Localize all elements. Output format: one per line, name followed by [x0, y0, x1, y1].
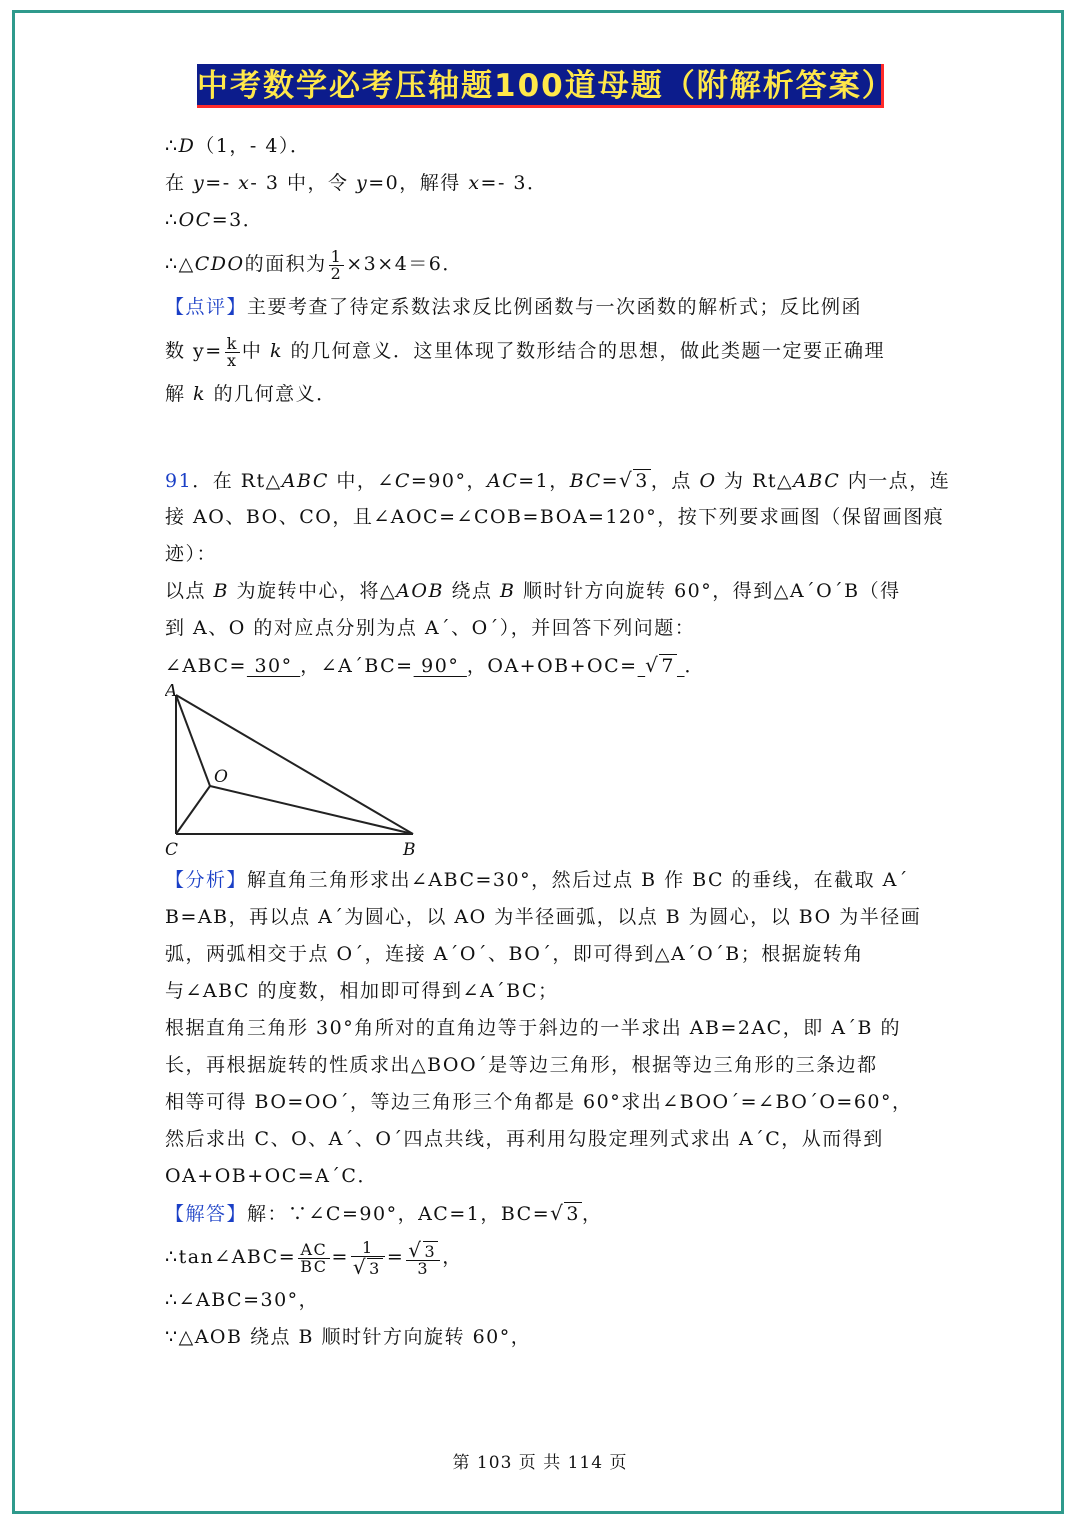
label-c: C	[165, 840, 180, 860]
fraction-numerator	[406, 1237, 440, 1262]
radicand: 3	[635, 470, 649, 492]
square-root	[352, 1254, 383, 1279]
text-span: ，	[442, 1246, 463, 1268]
text-span: 中，∠	[328, 470, 395, 492]
square-root	[619, 462, 651, 500]
text-span: ∠ABC=	[165, 655, 247, 677]
math-var: y	[193, 172, 206, 194]
text-span: （1，- 4）．	[195, 135, 311, 157]
math-var: k	[269, 340, 283, 362]
math-var: BC	[569, 470, 602, 492]
segment-ob	[210, 786, 413, 834]
answer-blank: 90°	[413, 655, 467, 677]
page-title: 中考数学必考压轴题100道母题（附解析答案）	[197, 64, 884, 108]
text-span: ∴tan∠ABC=	[165, 1246, 297, 1268]
math-var: x	[238, 172, 251, 194]
fraction-numerator: AC	[298, 1242, 329, 1259]
text-span: =	[331, 1246, 349, 1268]
problem-number: 91	[165, 470, 193, 492]
text-span: =90°，	[410, 470, 487, 492]
text-span: ，∠A´BC=	[300, 655, 414, 677]
text-span: 内一点，连	[840, 470, 951, 492]
text-span: ∴	[165, 135, 179, 157]
math-var: x	[468, 172, 481, 194]
analysis-line: 与∠ABC 的度数，相加即可得到∠A´BC；	[165, 980, 559, 1002]
fraction	[298, 1239, 329, 1276]
text-span: =1，	[518, 470, 570, 492]
radical-sign: √	[352, 1254, 368, 1279]
fraction	[351, 1237, 385, 1279]
radical-sign: √	[619, 468, 634, 492]
text-span: 的面积为	[244, 253, 327, 275]
radicand: 3	[566, 1203, 580, 1225]
fraction-denominator	[351, 1254, 385, 1279]
text-span: 顺时针方向旋转 60°，得到△A´O´B（得	[515, 580, 901, 602]
text-line	[165, 239, 917, 289]
math-var: AC	[486, 470, 519, 492]
math-var: AOB	[396, 580, 444, 602]
segment-ao	[176, 695, 210, 786]
comment-line	[165, 326, 917, 376]
segment-oc	[176, 786, 210, 834]
radicand: 3	[369, 1258, 381, 1278]
fraction	[329, 246, 345, 283]
problem-line: 接 AO、BO、CO，且∠AOC=∠COB=BOA=120°，按下列要求画图（保留画图痕	[165, 506, 945, 528]
fraction-denominator: 2	[330, 263, 343, 283]
problem-line	[165, 573, 917, 610]
text-span: 为旋转中心，将△	[229, 580, 397, 602]
analysis-line: B=AB，再以点 A´为圆心，以 AO 为半径画弧，以点 B 为圆心，以 BO 为半径画	[165, 906, 922, 928]
answer-line: ∵△AOB 绕点 B 顺时针方向旋转 60°，	[165, 1326, 532, 1348]
spacer	[165, 413, 917, 462]
math-var: B	[213, 580, 230, 602]
text-span: - 3 中，令	[250, 172, 357, 194]
text-span: 的几何意义．这里体现了数形结合的思想，做此类题一定要正确理	[282, 340, 886, 362]
math-var: k	[193, 383, 207, 405]
math-var: C	[394, 470, 411, 492]
analysis-line: 然后求出 C、O、A´、O´四点共线，再利用勾股定理列式求出 A´C，从而得到	[165, 1128, 884, 1150]
label-a: A	[165, 684, 179, 701]
math-var: ABC	[793, 470, 841, 492]
answer-line	[165, 1232, 917, 1282]
text-span: =0，解得	[368, 172, 469, 194]
square-root	[408, 1237, 438, 1262]
fraction-numerator: 1	[351, 1240, 385, 1257]
text-span: ，OA+OB+OC=	[466, 655, 638, 677]
comment-tag: 【点评】	[165, 296, 248, 318]
text-span: 解：∵∠C=90°，AC=1，BC=	[247, 1203, 551, 1225]
text-span: ∴	[165, 209, 179, 231]
text-span: ∴△	[165, 253, 195, 275]
text-span: 的几何意义．	[206, 383, 337, 405]
text-span: 解	[165, 383, 194, 405]
problem-line: 迹）：	[165, 543, 218, 565]
text-span: ×3×4＝6．	[346, 253, 463, 275]
text-span: =- 3．	[480, 172, 548, 194]
label-b: B	[403, 840, 417, 860]
text-line	[165, 128, 917, 165]
text-span: 绕点	[443, 580, 501, 602]
answer-line: ∴∠ABC=30°，	[165, 1289, 320, 1311]
text-span: 解直角三角形求出∠ABC=30°，然后过点 B 作 BC 的垂线，在截取 A´	[247, 869, 909, 891]
triangle-diagram	[165, 684, 585, 862]
square-root	[550, 1195, 582, 1233]
answer-line	[165, 1195, 917, 1232]
label-o: O	[214, 767, 230, 787]
blank-pad	[677, 655, 685, 677]
text-span: 中	[241, 340, 270, 362]
text-span: =	[601, 470, 620, 492]
math-var: O	[699, 470, 717, 492]
comment-line	[165, 376, 917, 413]
fraction	[406, 1237, 440, 1278]
fraction-denominator: 3	[417, 1258, 430, 1278]
text-span: =-	[205, 172, 239, 194]
math-var: y	[356, 172, 369, 194]
text-span: 主要考查了待定系数法求反比例函数与一次函数的解析式；反比例函	[247, 296, 863, 318]
fraction-denominator: x	[227, 350, 238, 370]
fraction	[225, 333, 240, 370]
page-footer: 第 103 页 共 114 页	[452, 1453, 628, 1473]
analysis-line: 相等可得 BO=OO´，等边三角形三个角都是 60°求出∠BOO´=∠BO´O=60°，	[165, 1091, 913, 1113]
problem-line: 到 A、O 的对应点分别为点 A´、O´），并回答下列问题：	[165, 617, 696, 639]
analysis-tag: 【分析】	[165, 869, 248, 891]
radical-sign: √	[550, 1201, 565, 1225]
fraction-denominator: BC	[300, 1256, 328, 1276]
document-body	[165, 128, 951, 1356]
text-span: ，点	[650, 470, 700, 492]
radicand: 7	[661, 655, 675, 677]
answer-blanks-line	[165, 647, 917, 684]
text-line	[165, 202, 917, 239]
analysis-line: 长，再根据旋转的性质求出△BOO´是等边三角形，根据等边三角形的三条边都	[165, 1054, 878, 1076]
math-var: B	[500, 580, 516, 602]
radical-sign: √	[645, 653, 660, 677]
segment-ab	[176, 695, 413, 834]
comment-line	[165, 289, 917, 326]
answer-tag: 【解答】	[165, 1203, 248, 1225]
answer-blank: 30°	[246, 655, 301, 677]
text-span: 数 y=	[165, 340, 223, 362]
square-root	[645, 647, 677, 685]
text-span: 以点	[165, 580, 214, 602]
math-var: OC	[178, 209, 212, 231]
fraction-numerator: k	[226, 333, 238, 353]
text-span: 为 Rt△	[716, 470, 794, 492]
math-var: ABC	[281, 470, 329, 492]
text-span: ．在 Rt△	[192, 470, 282, 492]
text-span: =3．	[211, 209, 264, 231]
analysis-line: 根据直角三角形 30°角所对的直角边等于斜边的一半求出 AB=2AC，即 A´B 的	[165, 1017, 901, 1039]
problem-line	[165, 462, 951, 499]
radicand: 3	[424, 1241, 437, 1261]
blank-pad	[638, 655, 646, 677]
fraction-numerator: 1	[330, 246, 343, 266]
triangle-figure	[165, 684, 925, 862]
text-span: ．	[684, 655, 706, 677]
radical-sign: √	[408, 1237, 423, 1262]
answer-blank	[638, 655, 685, 677]
text-span: ，	[581, 1203, 603, 1225]
math-var: CDO	[194, 253, 245, 275]
math-var: D	[178, 135, 196, 157]
text-line	[165, 165, 917, 202]
analysis-line: OA+OB+OC=A´C．	[165, 1165, 378, 1187]
analysis-line	[165, 862, 917, 899]
text-span: =	[386, 1246, 405, 1268]
analysis-line: 弧，两弧相交于点 O´，连接 A´O´、BO´，即可得到△A´O´B；根据旋转角	[165, 943, 864, 965]
text-span: 在	[165, 172, 194, 194]
